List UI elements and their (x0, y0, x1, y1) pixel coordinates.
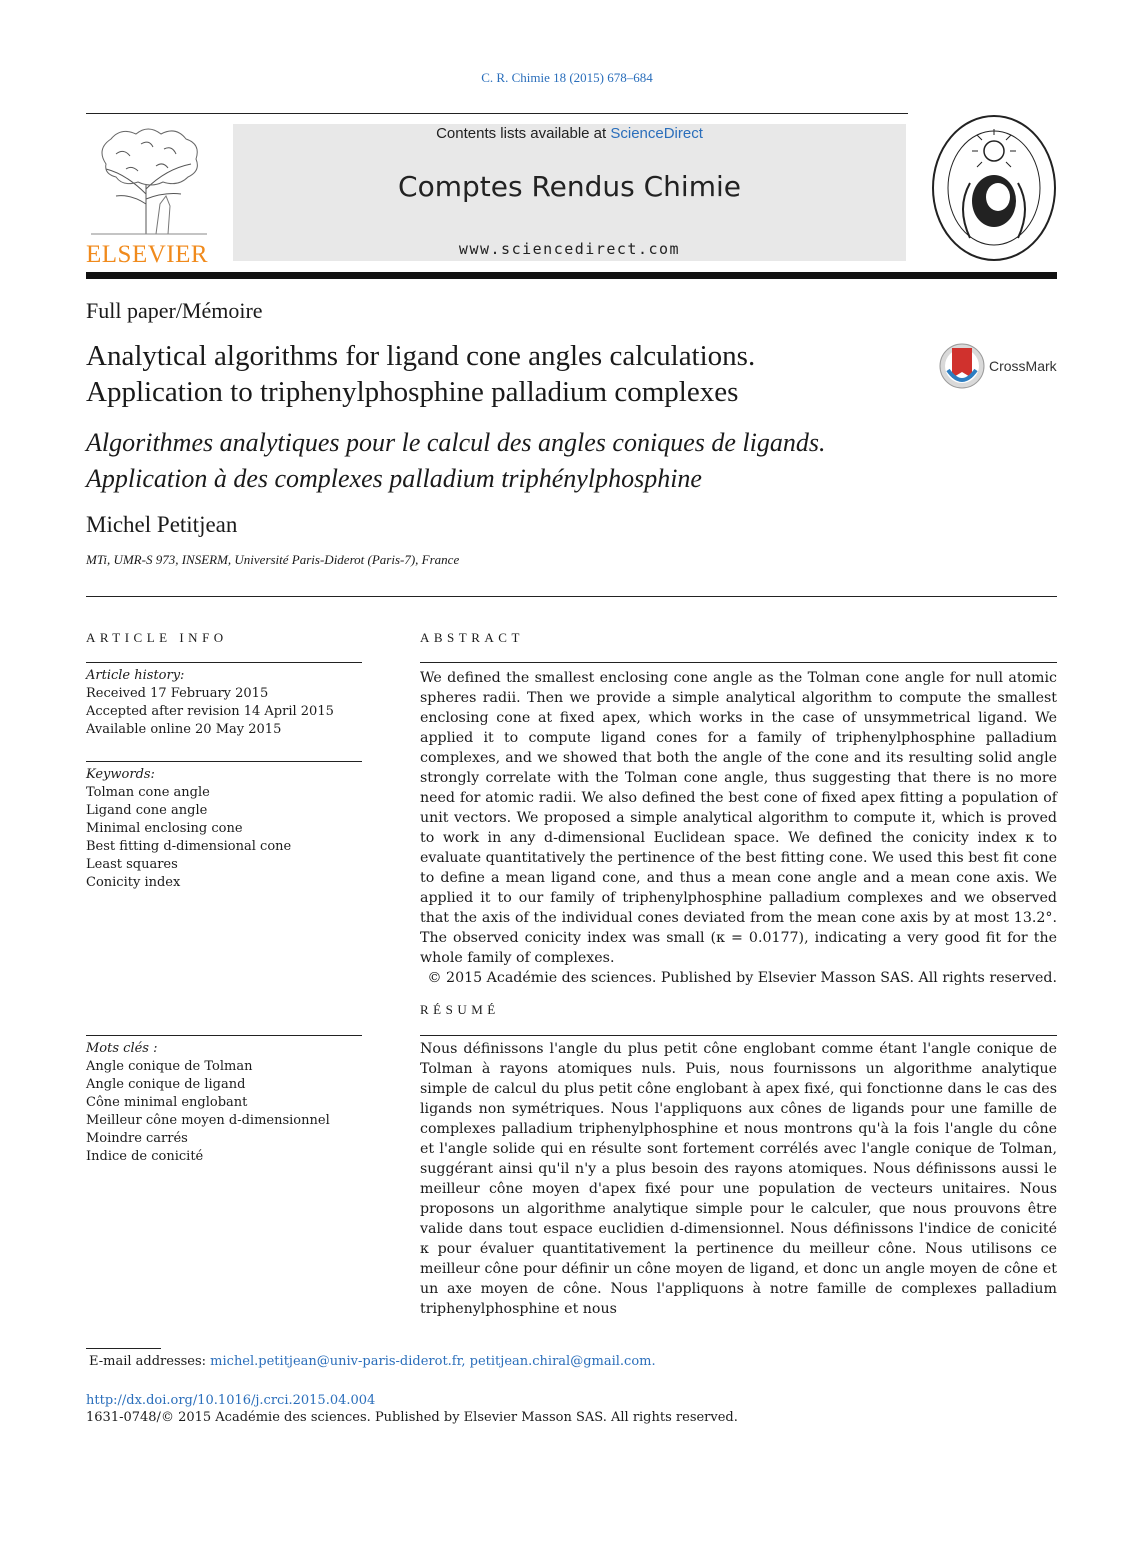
mot-cle-item: Cône minimal englobant (86, 1095, 248, 1110)
author-name[interactable]: Michel Petitjean (86, 512, 238, 537)
abstract-copyright: © 2015 Académie des sciences. Published by Elsevier Masson SAS. All rights reserved. (427, 970, 1057, 986)
resume-rule (420, 1035, 1057, 1036)
mot-cle-item: Angle conique de ligand (86, 1077, 246, 1092)
elsevier-logo[interactable] (86, 124, 212, 268)
keywords-rule (86, 761, 362, 762)
author-affiliation: MTi, UMR-S 973, INSERM, Université Paris-Diderot (Paris-7), France (86, 552, 460, 567)
keyword-item: Best fitting d-dimensional cone (86, 839, 292, 854)
section-type: Full paper/Mémoire (86, 298, 263, 323)
keyword-item: Minimal enclosing cone (86, 821, 243, 836)
keyword-item: Least squares (86, 857, 178, 872)
email-label: E-mail addresses: (89, 1354, 211, 1369)
journal-url[interactable]: www.sciencedirect.com (458, 240, 681, 258)
history-label: Article history: (86, 668, 185, 683)
mots-cles-rule (86, 1035, 362, 1036)
received-date: Received 17 February 2015 (86, 686, 269, 701)
abstract-paragraph: We defined the smallest enclosing cone angle as the Tolman cone angle for null atomic spheres radii. Then we provide a simple analytical algorithm to compute the smallest enclosing cone at fixed apex, which works in the case of unsymmetrical ligand. We applied it to compute ligand cones for a family of triphenylphosphine palladium complexes, and we showed that both the angle of the cone and its resulting solid angle strongly correlate with the Tolman cone angle, thus suggesting that there is no more need for atomic radii. We also defined the best cone of fixed apex fitting a population of unit vectors. We proposed a simple analytical algorithm to compute it, which is proved to work in any d-dimensional Euclidean space. We defined the conicity index κ to evaluate quantitatively the pertinence of the best fitting cone. We used this best fit cone to define a mean ligand cone, and thus a mean cone angle and a mean cone axis. We applied it to our family of triphenylphosphine palladium complexes and we observed that the axis of the individual cones deviated from the mean cone axis by at most 13.2°. The observed conicity index was small (κ = 0.0177), indicating a very good fit for the whole family of complexes. (420, 670, 1057, 966)
title-en-line: Application to triphenylphosphine palladium complexes (86, 376, 739, 408)
article-info-rule (86, 662, 362, 663)
crossmark-button[interactable] (938, 340, 1063, 390)
footnote-rule (86, 1348, 161, 1349)
sciencedirect-link[interactable]: ScienceDirect (610, 125, 703, 142)
title-en-line: Analytical algorithms for ligand cone angles calculations. (86, 340, 756, 372)
masthead-divider (86, 272, 1057, 279)
title-fr-line: Algorithmes analytiques pour le calcul des angles coniques de ligands. (86, 428, 826, 457)
seal-emblem-icon (930, 113, 1058, 263)
doi-link[interactable]: http://dx.doi.org/10.1016/j.crci.2015.04.004 (86, 1393, 376, 1408)
article-title-en (86, 338, 906, 410)
academie-seal (930, 113, 1058, 263)
contents-availability (233, 125, 906, 142)
abstract-heading: ABSTRACT (420, 630, 524, 645)
front-matter-divider (86, 596, 1057, 597)
issn-copyright: 1631-0748/© 2015 Académie des sciences. Published by Elsevier Masson SAS. All rights reserved. (86, 1410, 738, 1425)
resume-body: Nous définissons l'angle du plus petit cône englobant comme étant l'angle conique de Tolman à rayons atomiques nuls. Puis, nous fournissons un algorithme analytique simple de calcul du plus petit cône englobant à apex fixé, qui fonctionne dans le cas des ligands non symétriques. Nous l'appliquons aux cônes de ligands pour une famille de complexes palladium triphenylphosphine et nous montrons qu'à la fois l'angle du cône et l'angle solide qui en résulte sont fortement corrélés avec l'angle conique de Tolman, suggérant ainsi qu'il n'y a plus besoin des rayons atomiques. Nous définissons aussi le meilleur cône moyen d'apex fixé pour une population de vecteurs unitaires. Nous proposons un algorithme analytique simple pour le calculer, que nous prouvons être valide dans tout espace euclidien d-dimensionnel. Nous définissons l'indice de conicité κ pour évaluer quantitativement la pertinence du meilleur cône. Nous utilisons ce meilleur cône pour définir un cône moyen de ligand, et donc un angle moyen de cône et un axe moyen de cône. Nous l'appliquons à notre famille de complexes palladium triphenylphosphine et nous (420, 1041, 1057, 1317)
resume-heading: RÉSUMÉ (420, 1002, 500, 1017)
accepted-date: Accepted after revision 14 April 2015 (86, 704, 334, 719)
keywords-label: Keywords: (86, 767, 155, 782)
journal-title[interactable]: Comptes Rendus Chimie (398, 170, 741, 203)
article-title-fr (86, 425, 986, 497)
journal-masthead (233, 124, 906, 261)
keyword-item: Tolman cone angle (86, 785, 210, 800)
article-history (86, 667, 362, 739)
mots-cles-label: Mots clés : (86, 1041, 158, 1056)
crossmark-icon (938, 342, 986, 390)
journal-reference[interactable]: C. R. Chimie 18 (2015) 678–684 (481, 70, 653, 85)
elsevier-wordmark: ELSEVIER (86, 241, 209, 268)
header-rule (86, 113, 908, 114)
email-links[interactable]: michel.petitjean@univ-paris-diderot.fr, petitjean.chiral@gmail.com. (210, 1354, 656, 1369)
mot-cle-item: Indice de conicité (86, 1149, 204, 1164)
keywords-list (86, 766, 362, 892)
elsevier-tree-icon (86, 124, 212, 236)
mots-cles-list (86, 1040, 362, 1166)
abstract-rule (420, 662, 1057, 663)
keyword-item: Conicity index (86, 875, 181, 890)
abstract-body (420, 668, 1057, 988)
email-footnote (89, 1354, 656, 1369)
keyword-item: Ligand cone angle (86, 803, 208, 818)
mot-cle-item: Angle conique de Tolman (86, 1059, 253, 1074)
contents-prefix: Contents lists available at (436, 125, 611, 142)
mot-cle-item: Meilleur cône moyen d-dimensionnel (86, 1113, 330, 1128)
article-info-heading: ARTICLE INFO (86, 630, 228, 645)
title-fr-line: Application à des complexes palladium triphénylphosphine (86, 464, 702, 493)
available-date: Available online 20 May 2015 (86, 722, 282, 737)
mot-cle-item: Moindre carrés (86, 1131, 188, 1146)
crossmark-label: CrossMark (989, 358, 1057, 374)
